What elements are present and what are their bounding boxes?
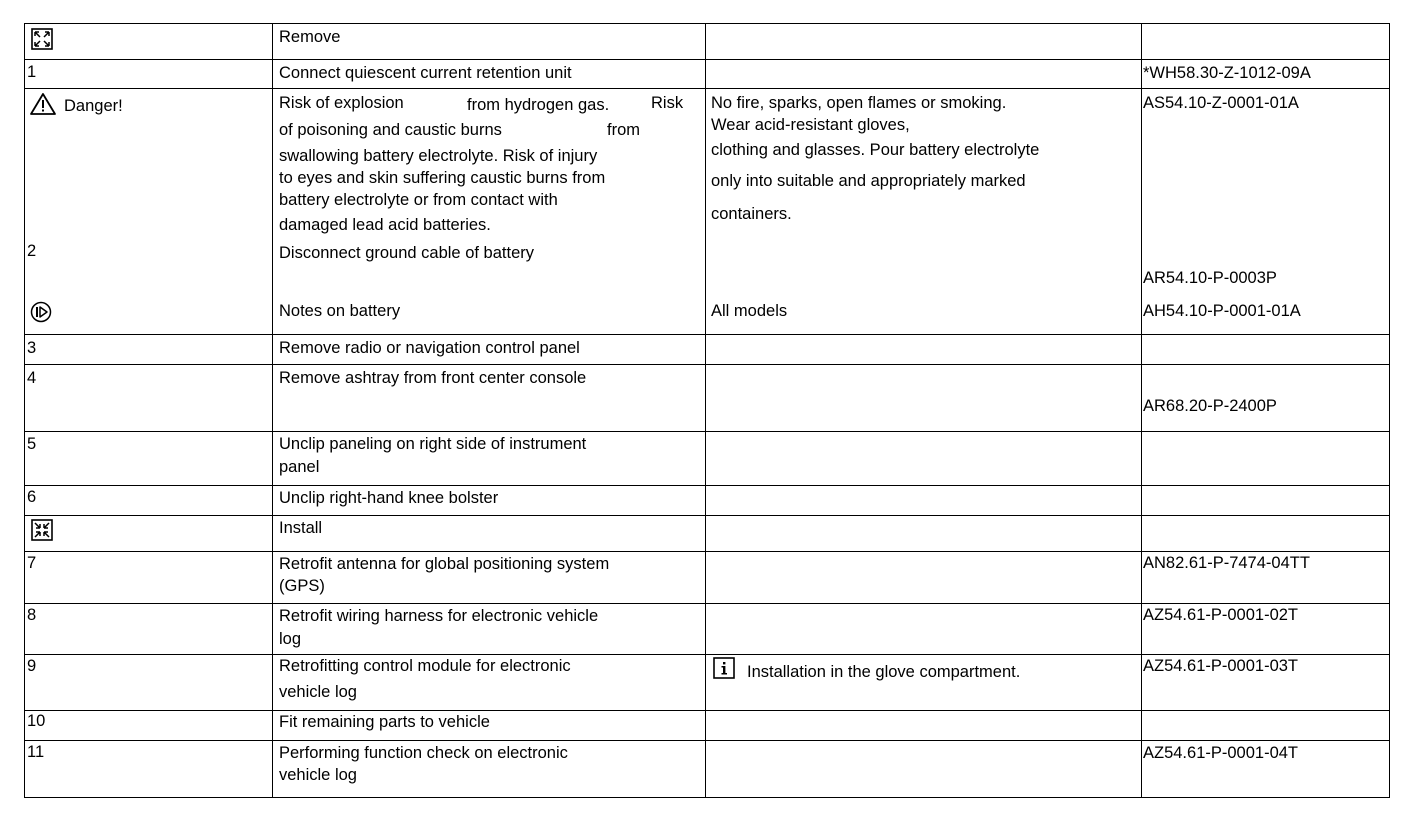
action-text: vehicle log [279, 683, 357, 701]
row-divider [25, 334, 1389, 335]
danger-note-line: No fire, sparks, open flames or smoking. [711, 94, 1007, 112]
reference-code: AZ54.61-P-0001-02T [1143, 606, 1299, 624]
row-divider [25, 59, 1389, 60]
action-text: Notes on battery [279, 302, 401, 320]
info-icon [713, 657, 735, 679]
action-text: (GPS) [279, 577, 325, 595]
row-divider [25, 364, 1389, 365]
action-text: Performing function check on electronic [279, 744, 568, 762]
action-text: Remove [279, 28, 341, 46]
action-text: Unclip right-hand knee bolster [279, 489, 499, 507]
danger-text-line: to eyes and skin suffering caustic burns from [279, 169, 606, 187]
danger-text-line: swallowing battery electrolyte. Risk of injury [279, 147, 598, 165]
reference-code: AH54.10-P-0001-01A [1143, 302, 1301, 320]
step-number: 3 [27, 339, 37, 357]
row-divider [25, 431, 1389, 432]
step-number: 6 [27, 488, 37, 506]
step-number: 2 [27, 242, 37, 260]
danger-warning-icon [29, 92, 57, 116]
step-number: 7 [27, 554, 37, 572]
note-text: All models [711, 302, 788, 320]
action-text: Fit remaining parts to vehicle [279, 713, 490, 731]
step-number: 9 [27, 657, 37, 675]
step-number: 5 [27, 435, 37, 453]
danger-text-line: of poisoning and caustic burns [279, 121, 502, 139]
action-text: Remove radio or navigation control panel [279, 339, 580, 357]
danger-note-line: containers. [711, 205, 792, 223]
row-divider [25, 515, 1389, 516]
danger-note-line: clothing and glasses. Pour battery electrolyte [711, 141, 1040, 159]
reference-code: AN82.61-P-7474-04TT [1143, 554, 1310, 572]
column-divider [272, 24, 273, 797]
danger-text-line: battery electrolyte or from contact with [279, 191, 558, 209]
row-divider [25, 88, 1389, 89]
action-text: panel [279, 458, 320, 476]
action-text: log [279, 630, 302, 648]
danger-text-line: damaged lead acid batteries. [279, 216, 491, 234]
install-icon [31, 519, 53, 541]
reference-code: AR54.10-P-0003P [1143, 269, 1277, 287]
reference-code: AS54.10-Z-0001-01A [1143, 94, 1299, 112]
notes-play-icon [30, 301, 52, 323]
remove-icon [31, 28, 53, 50]
reference-code: AZ54.61-P-0001-04T [1143, 744, 1299, 762]
danger-note-line: Wear acid-resistant gloves, [711, 116, 910, 134]
reference-code: AZ54.61-P-0001-03T [1143, 657, 1299, 675]
danger-text-line: Risk of explosion [279, 94, 404, 112]
danger-label: Danger! [64, 97, 123, 115]
danger-text-line: from [607, 121, 640, 139]
column-divider [1141, 24, 1142, 797]
danger-text-line: Risk [651, 94, 684, 112]
procedure-table [24, 23, 1390, 798]
action-text: Retrofitting control module for electronic [279, 657, 571, 675]
step-number: 8 [27, 606, 37, 624]
danger-note-line: only into suitable and appropriately marked [711, 172, 1026, 190]
reference-code: AR68.20-P-2400P [1143, 397, 1277, 415]
note-text: Installation in the glove compartment. [747, 663, 1021, 681]
danger-text-line: from hydrogen gas. [467, 96, 610, 114]
action-text: Connect quiescent current retention unit [279, 64, 572, 82]
step-number: 11 [27, 743, 45, 761]
action-text: Unclip paneling on right side of instrument [279, 435, 587, 453]
step-number: 4 [27, 369, 37, 387]
action-text: Install [279, 519, 323, 537]
step-number: 1 [27, 63, 37, 81]
action-text: vehicle log [279, 766, 357, 784]
row-divider [25, 485, 1389, 486]
column-divider [705, 24, 706, 797]
action-text: Remove ashtray from front center console [279, 369, 587, 387]
step-number: 10 [27, 712, 46, 730]
action-text: Retrofit wiring harness for electronic vehicle [279, 607, 599, 625]
action-text: Disconnect ground cable of battery [279, 244, 534, 262]
reference-code: *WH58.30-Z-1012-09A [1143, 64, 1311, 82]
row-divider [25, 710, 1389, 711]
action-text: Retrofit antenna for global positioning system [279, 555, 610, 573]
row-divider [25, 740, 1389, 741]
